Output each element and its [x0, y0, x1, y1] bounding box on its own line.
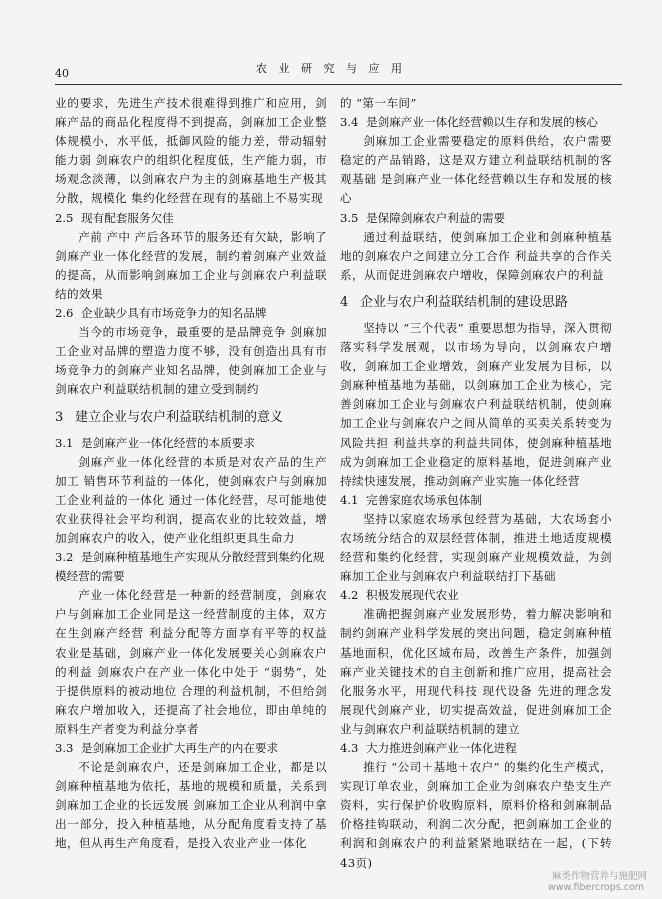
- section-title: 是保障剑麻农户利益的需要: [366, 210, 506, 225]
- paragraph: 的 “第一车间”: [340, 96, 417, 110]
- left-column: [55, 94, 327, 854]
- header-rule: [55, 84, 622, 85]
- section-title: 是剑麻加工企业扩大再生产的内在要求: [81, 741, 279, 755]
- section-number: 2.5: [55, 210, 74, 225]
- section-heading-3: [55, 408, 327, 428]
- section-number: 4.1: [340, 492, 359, 507]
- section-heading-4-2: [340, 586, 612, 605]
- section-number: 3.3: [55, 741, 74, 755]
- section-number: 3.1: [55, 435, 74, 450]
- section-title: 是剑麻种植基地生产实现从分散经营到集约化规模经营的需要: [55, 550, 325, 584]
- section-title: 大力推进剑麻产业一体化进程: [366, 741, 517, 755]
- paragraph: 推行 “公司＋基地＋农户” 的集约化生产模式，实现订单农业，剑麻加工企业为剑麻农户垫支生产资料，实行保护价收购原料，原料价格和剑麻制品价格挂钩联动，利润二次分配，把剑麻加工企业的利润和剑麻农户的利益紧紧地联结在一起，(下转43页): [340, 760, 612, 870]
- journal-title: 农 业 研 究 与 应 用: [256, 62, 406, 75]
- watermark-url: www.fibercrops.com: [548, 882, 645, 893]
- section-heading-3-1: [55, 434, 327, 453]
- section-title: 是剑麻产业一体化经营赖以生存和发展的核心: [366, 115, 598, 130]
- page-number: 40: [55, 67, 69, 80]
- paragraph: 产业一体化经营是一种新的经营制度，剑麻农户与剑麻加工企业同是这一经营制度的主体，双方在生剑麻产经营 利益分配等方面享有平等的权益 农业是基础，剑麻产业一体化发展要关心剑麻农户的利益 剑麻农户在产业一体化中处于 “弱势”，处于提供原料的被动地位 合理的利益机制，不但给剑麻农户增加收入，还提高了社会地位，即由单纯的原料生产者变为利益分享者: [55, 588, 327, 736]
- section-heading-2-6: [55, 304, 327, 323]
- section-heading-2-5: [55, 209, 327, 228]
- section-title: 现有配套服务欠佳: [81, 210, 174, 225]
- section-heading-4-1: [340, 491, 612, 510]
- paragraph: 当今的市场竞争，最重要的是品牌竞争 剑麻加工企业对品牌的塑造力度不够，没有创造出具有市场竞争力的剑麻产业知名品牌，使剑麻加工企业与剑麻农户利益联结机制的建立受到制约: [55, 325, 327, 397]
- paragraph: 坚持以家庭农场承包经营为基础，大农场套小农场统分结合的双层经营体制，推进土地适度规模经营和集约化经营，实现剑麻产业规模效益，为剑麻加工企业与剑麻农户利益联结打下基础: [340, 511, 612, 584]
- paragraph: 坚持以 “三个代表” 重要思想为指导，深入贯彻落实科学发展观，以市场为导向，以剑麻农户增收，剑麻加工企业增效，剑麻产业发展为目标，以剑麻种植基地为基础，以剑麻加工企业为核心，完善剑麻加工企业与剑麻农户利益联结机制，使剑麻加工企业与剑麻农户之间从简单的买卖关系转变为风险共担 利益共享的利益共同体，使剑麻种植基地成为剑麻加工企业稳定的原料基地，促进剑麻产业持续快速发展，推动剑麻产业实施一体化经营: [340, 320, 612, 488]
- section-title: 积极发展现代农业: [366, 588, 459, 603]
- paragraph: 剑麻加工企业需要稳定的原料供给，农户需要稳定的产品销路，这是双方建立利益联结机制的客观基础 是剑麻产业一体化经营赖以生存和发展的核心: [340, 134, 612, 206]
- section-title: 完善家庭农场承包体制: [366, 492, 482, 507]
- section-heading-4: [340, 293, 612, 313]
- watermark-text: 麻类作物营养与施肥网: [552, 871, 648, 882]
- paragraph: 不论是剑麻农户，还是剑麻加工企业，都是以剑麻种植基地为依托，基地的规模和质量，关系到剑麻加工企业的长远发展 剑麻加工企业从利润中拿出一部分，投入种植基地，从分配角度看支持了基地，但从再生产角度看，是投入农业产业一体化: [55, 760, 327, 851]
- section-title: 建立企业与农户利益联结机制的意义: [75, 409, 284, 425]
- section-number: 3: [55, 409, 64, 425]
- section-number: 3.5: [340, 210, 359, 225]
- section-heading-3-4: [340, 113, 612, 132]
- paragraph: 业的要求，先进生产技术很难得到推广和应用，剑麻产品的商品化程度得不到提高，剑麻加工企业整体规模小，水平低，抵御风险的能力差，带动辐射能力弱 剑麻农户的组织化程度低，生产能力弱，市场观念淡薄，以剑麻农户为主的剑麻基地生产极其分散，规模化 集约化经营在现有的基础上不易实现: [55, 96, 327, 206]
- section-title: 企业与农户利益联结机制的建设思路: [360, 294, 569, 310]
- section-number: 3.2: [55, 550, 74, 565]
- paragraph: 剑麻产业一体化经营的本质是对农产品的生产 加工 销售环节利益的一体化，使剑麻农户与剑麻加工企业利益的一体化 通过一体化经营，尽可能地使农业获得社会平均利润，提高农业的比较效益，增加剑麻农户的收入，使产业化组织更具生命力: [55, 454, 327, 545]
- section-number: 4: [340, 294, 349, 310]
- section-number: 3.4: [340, 115, 359, 130]
- section-title: 企业缺少具有市场竞争力的知名品牌: [81, 306, 267, 321]
- section-heading-3-3: [55, 739, 327, 758]
- paragraph: 通过利益联结，使剑麻加工企业和剑麻种植基地的剑麻农户之间建立分工合作 利益共享的合作关系，从而促进剑麻农户增收，保障剑麻农户的利益: [340, 229, 612, 282]
- paragraph: 准确把握剑麻产业发展形势，着力解决影响和制约剑麻产业科学发展的突出问题，稳定剑麻种植基地面积，优化区域布局，改善生产条件，加强剑麻产业关键技术的自主创新和推广应用，提高社会化服务水平，用现代科技 现代设备 先进的理念发展现代剑麻产业，切实提高效益，促进剑麻加工企业与剑麻农户利益联结机制的建立: [340, 607, 612, 736]
- right-column: [340, 94, 612, 873]
- section-heading-3-5: [340, 209, 612, 228]
- section-heading-4-3: [340, 739, 612, 758]
- section-number: 2.6: [55, 306, 74, 321]
- section-number: 4.2: [340, 588, 359, 603]
- section-heading-3-2: [55, 548, 327, 586]
- section-number: 4.3: [340, 741, 359, 755]
- section-title: 是剑麻产业一体化经营的本质要求: [81, 435, 255, 450]
- paragraph: 产前 产中 产后各环节的服务还有欠缺，影响了剑麻产业一体化经营的发展，制约着剑麻产业效益的提高，从而影响剑麻加工企业与剑麻农户利益联结的效果: [55, 229, 327, 301]
